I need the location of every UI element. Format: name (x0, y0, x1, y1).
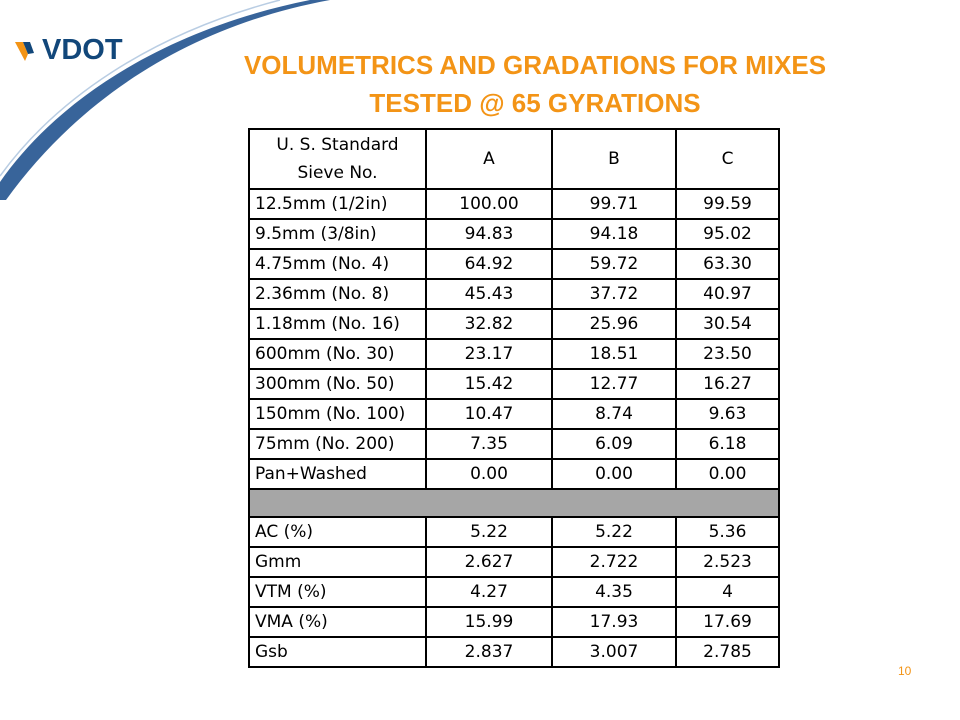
cell-c: 0.00 (676, 459, 779, 489)
cell-b: 17.93 (552, 607, 676, 637)
cell-b: 94.18 (552, 219, 676, 249)
cell-c: 17.69 (676, 607, 779, 637)
row-label: 1.18mm (No. 16) (249, 309, 426, 339)
cell-b: 99.71 (552, 189, 676, 219)
table-row (249, 607, 779, 637)
table-row (249, 517, 779, 547)
page-number: 10 (898, 664, 912, 678)
table-row (249, 637, 779, 667)
cell-c: 30.54 (676, 309, 779, 339)
cell-a: 7.35 (426, 429, 552, 459)
row-label: VTM (%) (249, 577, 426, 607)
row-label: 2.36mm (No. 8) (249, 279, 426, 309)
cell-a: 0.00 (426, 459, 552, 489)
table-row (249, 369, 779, 399)
page-title (110, 46, 960, 122)
row-label: 9.5mm (3/8in) (249, 219, 426, 249)
cell-c: 9.63 (676, 399, 779, 429)
column-header-b: B (552, 129, 676, 189)
sieve-column-header (249, 129, 426, 189)
cell-c: 63.30 (676, 249, 779, 279)
cell-a: 4.27 (426, 577, 552, 607)
title-line-2: TESTED @ 65 GYRATIONS (369, 88, 701, 118)
sieve-header-line-1: U. S. Standard (276, 135, 399, 155)
row-label: 150mm (No. 100) (249, 399, 426, 429)
cell-a: 15.42 (426, 369, 552, 399)
row-label: Gmm (249, 547, 426, 577)
cell-b: 3.007 (552, 637, 676, 667)
table-row (249, 189, 779, 219)
cell-b: 37.72 (552, 279, 676, 309)
separator-row (249, 489, 779, 517)
row-label: 600mm (No. 30) (249, 339, 426, 369)
cell-a: 64.92 (426, 249, 552, 279)
cell-a: 5.22 (426, 517, 552, 547)
cell-c: 2.523 (676, 547, 779, 577)
cell-c: 40.97 (676, 279, 779, 309)
row-label: Gsb (249, 637, 426, 667)
column-header-c: C (676, 129, 779, 189)
row-label: VMA (%) (249, 607, 426, 637)
row-label: AC (%) (249, 517, 426, 547)
cell-a: 10.47 (426, 399, 552, 429)
table-row (249, 309, 779, 339)
vdot-check-icon (14, 37, 40, 63)
cell-b: 59.72 (552, 249, 676, 279)
row-label: 75mm (No. 200) (249, 429, 426, 459)
column-header-a: A (426, 129, 552, 189)
vdot-logo (14, 30, 123, 70)
cell-b: 4.35 (552, 577, 676, 607)
cell-b: 25.96 (552, 309, 676, 339)
table-row (249, 339, 779, 369)
cell-c: 23.50 (676, 339, 779, 369)
title-line-1: VOLUMETRICS AND GRADATIONS FOR MIXES (243, 50, 827, 80)
table-row (249, 547, 779, 577)
table-row (249, 459, 779, 489)
cell-c: 4 (676, 577, 779, 607)
cell-a: 100.00 (426, 189, 552, 219)
cell-a: 2.837 (426, 637, 552, 667)
cell-a: 32.82 (426, 309, 552, 339)
cell-b: 2.722 (552, 547, 676, 577)
separator-cell (249, 489, 779, 517)
row-label: 4.75mm (No. 4) (249, 249, 426, 279)
cell-b: 6.09 (552, 429, 676, 459)
cell-c: 16.27 (676, 369, 779, 399)
cell-a: 15.99 (426, 607, 552, 637)
cell-a: 2.627 (426, 547, 552, 577)
row-label: 12.5mm (1/2in) (249, 189, 426, 219)
cell-b: 5.22 (552, 517, 676, 547)
table-row (249, 429, 779, 459)
cell-b: 18.51 (552, 339, 676, 369)
table-row (249, 399, 779, 429)
table-row (249, 577, 779, 607)
logo-text: VDOT (42, 33, 123, 66)
sieve-header-line-2: Sieve No. (297, 163, 378, 183)
cell-c: 95.02 (676, 219, 779, 249)
cell-c: 99.59 (676, 189, 779, 219)
row-label: Pan+Washed (249, 459, 426, 489)
cell-c: 2.785 (676, 637, 779, 667)
table-row (249, 279, 779, 309)
cell-c: 6.18 (676, 429, 779, 459)
cell-a: 94.83 (426, 219, 552, 249)
table-body (249, 189, 779, 667)
cell-a: 23.17 (426, 339, 552, 369)
table-row (249, 249, 779, 279)
table-row (249, 219, 779, 249)
cell-b: 12.77 (552, 369, 676, 399)
cell-c: 5.36 (676, 517, 779, 547)
row-label: 300mm (No. 50) (249, 369, 426, 399)
table-header-row (249, 129, 779, 189)
cell-a: 45.43 (426, 279, 552, 309)
gradation-table (248, 128, 780, 668)
cell-b: 0.00 (552, 459, 676, 489)
cell-b: 8.74 (552, 399, 676, 429)
